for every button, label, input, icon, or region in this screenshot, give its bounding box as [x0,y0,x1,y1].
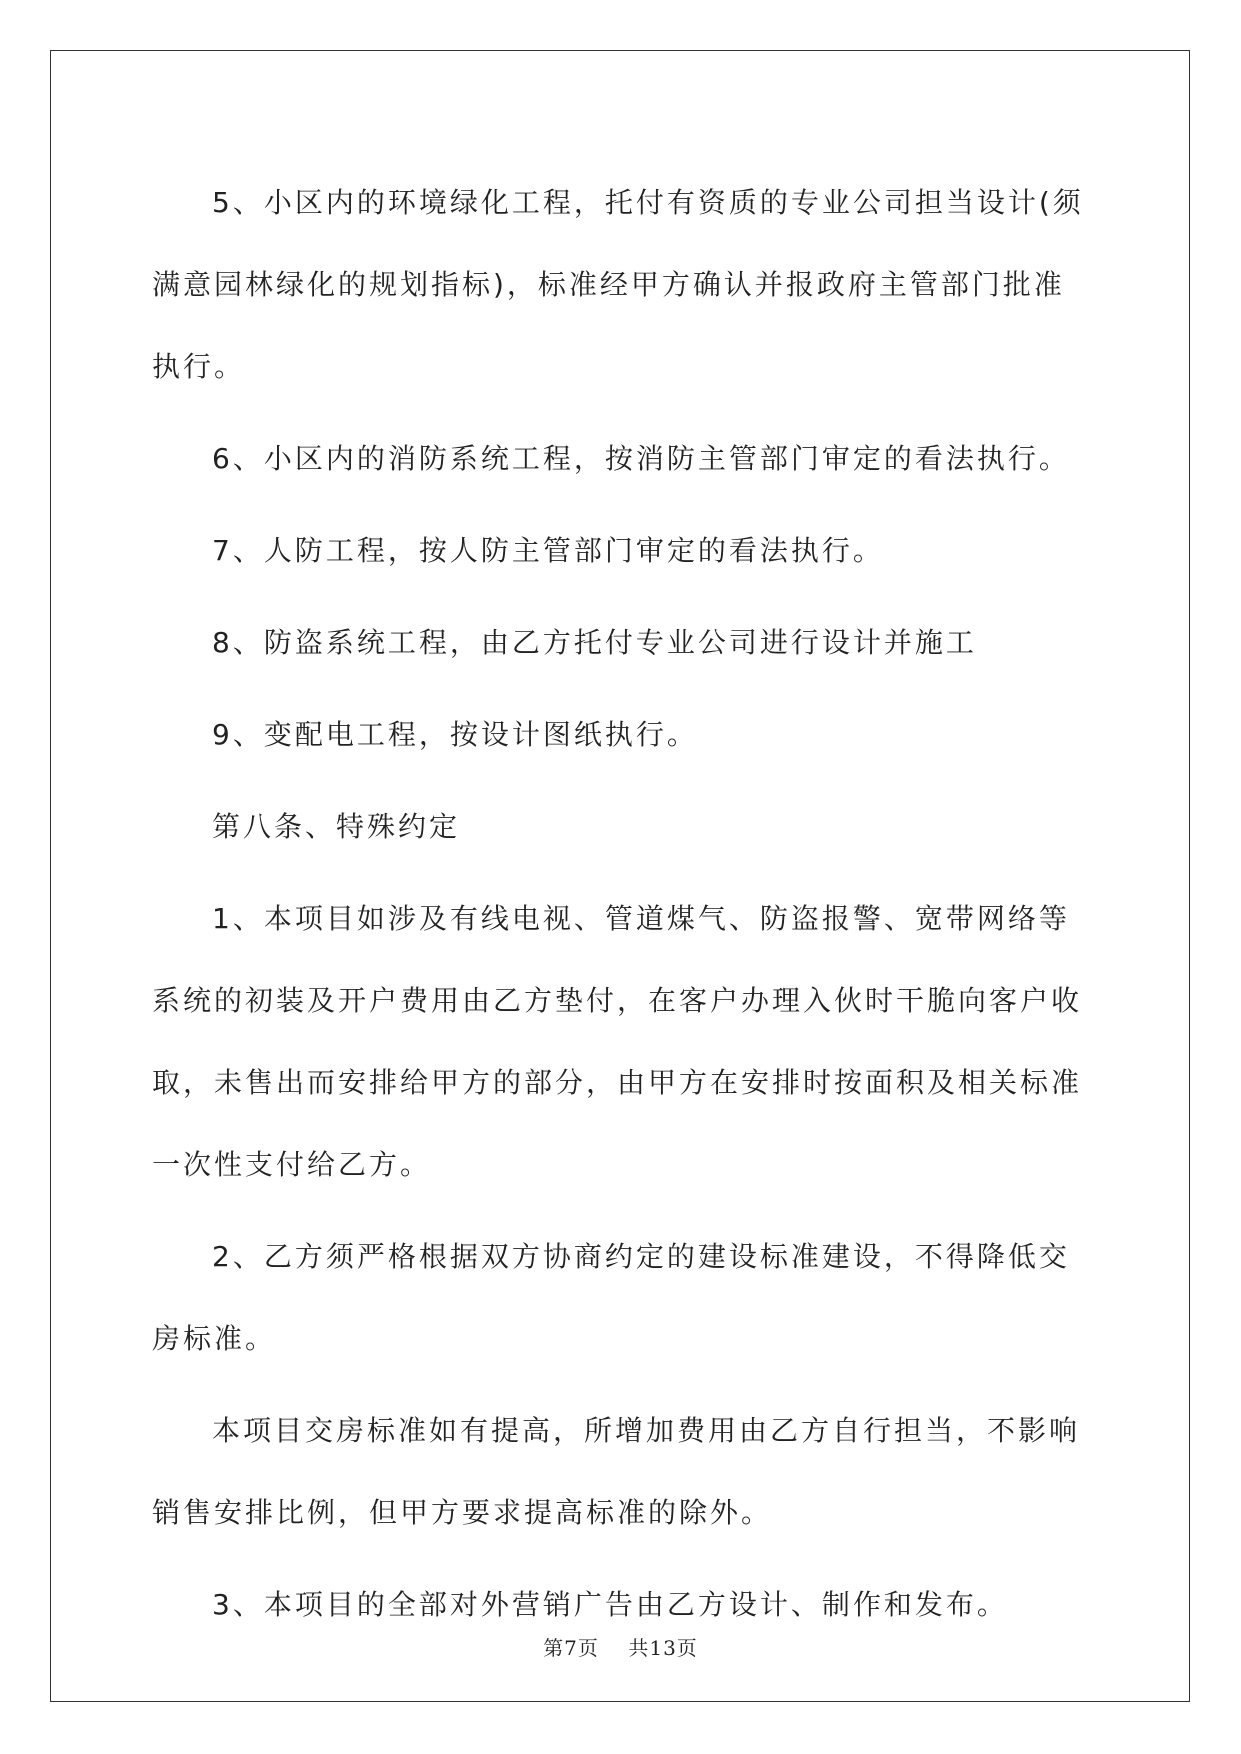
paragraph-item-8: 8、防盗系统工程，由乙方托付专业公司进行设计并施工 [212,626,977,659]
page-number: 第7页 [543,1636,599,1660]
paragraph-clause-2-note: 本项目交房标准如有提高，所增加费用由乙方自行担当，不影响销售安排比例，但甲方要求提高标准的除外。 [152,1414,1081,1529]
paragraph-clause-1: 1、本项目如涉及有线电视、管道煤气、防盗报警、宽带网络等系统的初装及开户费用由乙方垫付，在客户办理入伙时干脆向客户收取，未售出而安排给甲方的部分，由甲方在安排时按面积及相关标准一次性支付给乙方。 [152,902,1083,1181]
page-footer [0,1632,1241,1661]
paragraph-item-7: 7、人防工程，按人防主管部门审定的看法执行。 [212,534,884,567]
paragraph-item-5: 5、小区内的环境绿化工程，托付有资质的专业公司担当设计(须满意园林绿化的规划指标)，标准经甲方确认并报政府主管部门批准执行。 [152,186,1084,383]
page-total: 共13页 [628,1636,698,1660]
section-heading: 第八条、特殊约定 [212,810,461,843]
document-body [152,162,1092,1656]
paragraph-item-9: 9、变配电工程，按设计图纸执行。 [212,718,698,751]
paragraph-clause-2: 2、乙方须严格根据双方协商约定的建设标准建设，不得降低交房标准。 [152,1240,1070,1355]
paragraph-clause-3: 3、本项目的全部对外营销广告由乙方设计、制作和发布。 [212,1588,1008,1621]
paragraph-item-6: 6、小区内的消防系统工程，按消防主管部门审定的看法执行。 [212,442,1070,475]
